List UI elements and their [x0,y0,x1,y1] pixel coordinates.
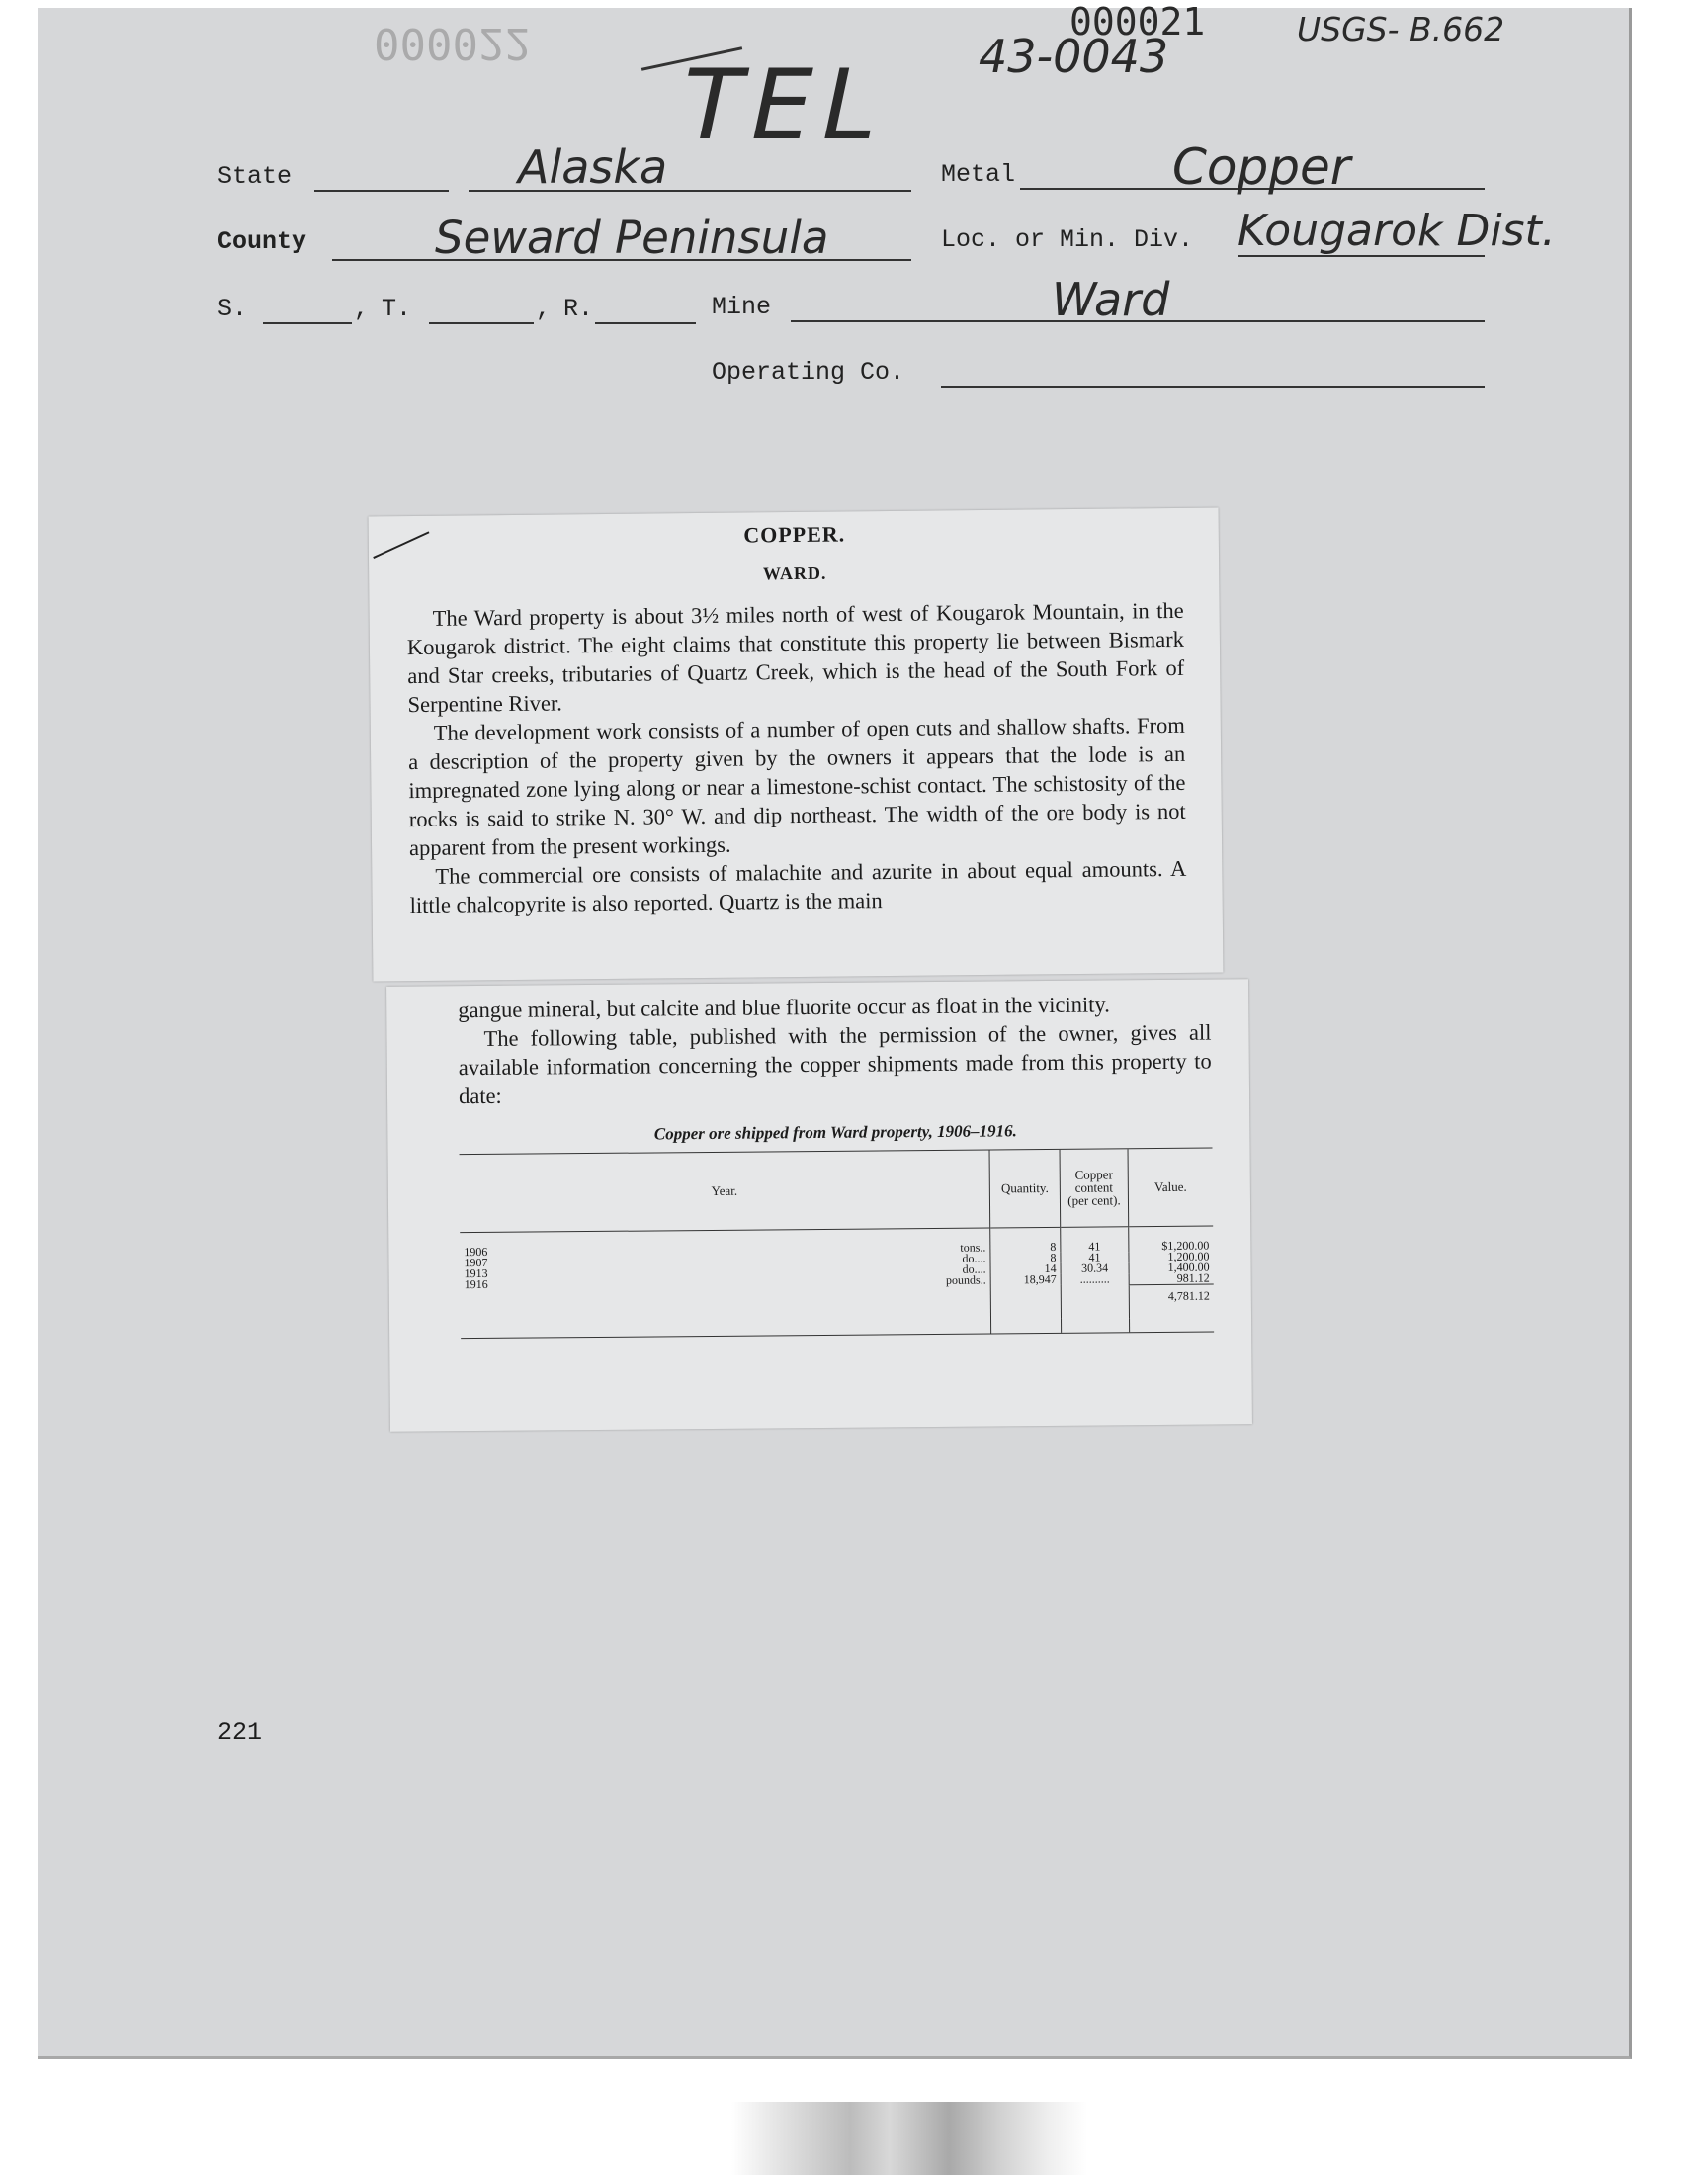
section-comma: , [354,295,370,323]
col-header-quantity: Quantity. [989,1150,1061,1228]
operating-co-label: Operating Co. [712,358,905,387]
page-number: 221 [217,1718,263,1747]
table-caption: Copper ore shipped from Ward property, 1906–1916. [653,1121,1017,1144]
paragraph-location: The Ward property is about 3½ miles north of west of Kougarok Mountain, in the Kougarok district. The eight claims that constitute this property lie between Bismark and Star creeks, tributaries of Quartz Creek, which is the head of the South Fork of Serpentine River. [406,597,1185,718]
initials: TEL [669,49,898,162]
paragraph-table-intro: The following table, published with the permission of the owner, gives all available information concerning the copper shipments made from this property to date: [458,1019,1212,1109]
state-field[interactable] [314,190,449,192]
mine-label: Mine [712,293,772,321]
county-label: County [217,227,307,256]
township-field[interactable] [429,322,534,324]
paragraph-development: The development work consists of a number of open cuts and shallow shafts. From a description of the property given by the owners it appears that the lode is an impregnated zone lying along or near a limestone-schist contact. The schistosity of the rocks is said to strike N. 30° W. and dip northeast. The width of the ore body is not apparent from the present workings. [408,712,1186,861]
metal-label: Metal [941,160,1016,189]
file-number: 43-0043 [979,30,1169,83]
table-total-value: 4,781.12 [1129,1284,1214,1319]
paragraph-ore-part2: gangue mineral, but calcite and blue fluorite occur as float in the vicinity. [458,992,1110,1023]
state-value: Alaska [518,140,668,194]
state-label: State [217,162,293,191]
stamp-number: 000021 [1069,0,1206,44]
col-header-copper-content: Copper content (per cent). [1060,1149,1129,1227]
county-value: Seward Peninsula [435,212,829,264]
faded-stamp-number: 000022 [374,18,531,68]
section-field[interactable] [263,322,352,324]
table-row: 1916 pounds.. 18,947 .......... 981.12 [461,1272,1214,1290]
clipping-subheading: WARD. [762,563,827,584]
col-header-value: Value. [1128,1149,1213,1227]
shipments-table [460,1149,1215,1339]
paragraph-ore-part1: The commercial ore consists of malachite and azurite in about equal amounts. A little chalcopyrite is also reported. Quartz is the main [409,855,1187,918]
clipping-bottom [386,979,1252,1432]
metal-value: Copper [1172,138,1351,196]
mine-value: Ward [1052,273,1170,326]
loc-value: Kougarok Dist. [1238,206,1556,256]
table-row: 1907 do.... 8 41 1,200.00 [460,1251,1213,1268]
section-label: S. [217,295,248,323]
range-label: R. [563,295,594,323]
table-row: 1906 tons.. 8 41 $1,200.00 [460,1226,1213,1258]
range-field[interactable] [595,322,696,324]
township-comma: , [536,295,552,323]
clipping-top [369,508,1224,982]
clipping-heading: COPPER. [743,521,846,548]
operating-co-field[interactable] [941,386,1485,388]
scanner-artifact [0,2102,1708,2175]
table-row: 1913 do.... 14 30.34 1,400.00 [461,1262,1214,1279]
township-label: T. [382,295,412,323]
reference-code: USGS- B.662 [1297,10,1505,48]
loc-label: Loc. or Min. Div. [941,225,1194,254]
col-header-year: Year. [711,1182,738,1199]
